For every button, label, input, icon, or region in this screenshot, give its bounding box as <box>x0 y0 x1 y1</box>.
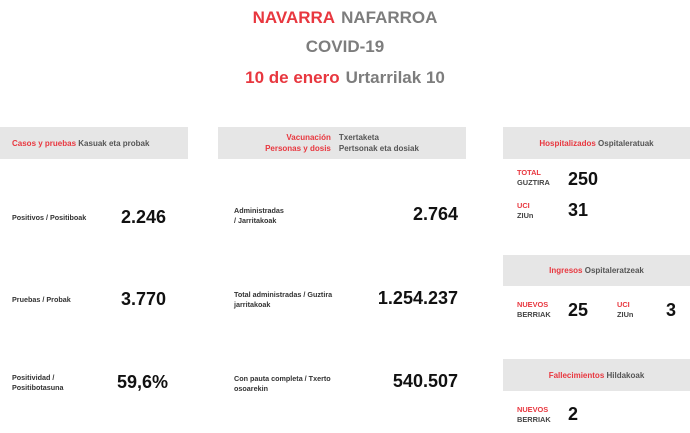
total-administradas-label-line2: jarritakoak <box>234 300 271 309</box>
ingresos-uci-es: UCI <box>617 300 630 309</box>
title-region <box>0 8 690 28</box>
vacunacion-header <box>218 127 466 159</box>
casos-title-eu: Kasuak eta probak <box>78 138 150 148</box>
region-es: NAVARRA <box>252 8 336 27</box>
administradas-label <box>234 206 284 226</box>
hosp-total-tag <box>517 168 550 188</box>
ingresos-title-eu: Ospitaleratzeak <box>584 266 644 275</box>
pruebas-value: 3.770 <box>121 289 167 309</box>
casos-title-es: Casos y pruebas <box>12 138 77 148</box>
pauta-completa-label-line1: Con pauta completa / Txerto <box>234 374 331 383</box>
ingresos-header <box>503 255 690 286</box>
ingresos-nuevos-es: NUEVOS <box>517 300 549 309</box>
fallecimientos-nuevos-value: 2 <box>568 404 579 424</box>
fallecimientos-title-eu: Hildakoak <box>606 370 645 380</box>
positivos-value: 2.246 <box>121 207 167 227</box>
positividad-label <box>12 373 64 393</box>
fallecimientos-title-es: Fallecimientos <box>548 370 605 380</box>
vacunacion-title-es <box>265 132 331 154</box>
pauta-completa-value: 540.507 <box>392 371 458 391</box>
administradas-value: 2.764 <box>412 204 458 224</box>
ingresos-nuevos-eu: BERRIAK <box>517 310 551 319</box>
vacunacion-title-es-2: Personas y dosis <box>265 144 331 153</box>
pauta-completa-label <box>234 374 331 394</box>
ingresos-uci-value: 3 <box>666 300 677 320</box>
positividad-label-line2: Positibotasuna <box>12 383 64 392</box>
hosp-total-eu: GUZTIRA <box>517 178 550 187</box>
administradas-label-line2: / Jarritakoak <box>234 216 277 225</box>
fallecimientos-nuevos-tag <box>517 405 551 425</box>
vacunacion-title-eu-2: Pertsonak eta dosiak <box>338 144 419 153</box>
total-administradas-value: 1.254.237 <box>377 288 458 308</box>
vacunacion-title-eu-1: Txertaketa <box>338 133 379 142</box>
positividad-label-line1: Positividad / <box>12 373 55 382</box>
total-administradas-label-line1: Total administradas / Guztira <box>234 290 333 299</box>
title-date <box>0 68 690 88</box>
hospitalizados-title-es: Hospitalizados <box>539 138 596 148</box>
ingresos-nuevos-value: 25 <box>568 300 589 320</box>
ingresos-uci-eu: ZIUn <box>617 310 634 319</box>
vacunacion-title-es-1: Vacunación <box>286 133 331 142</box>
ingresos-uci-tag <box>617 300 633 320</box>
vacunacion-title-eu <box>339 132 419 154</box>
ingresos-title-es: Ingresos <box>549 266 583 275</box>
casos-header <box>0 127 188 159</box>
region-eu: NAFARROA <box>341 8 438 27</box>
positivos-label: Positivos / Positiboak <box>12 213 87 222</box>
hosp-uci-value: 31 <box>568 200 589 220</box>
hosp-total-es: TOTAL <box>517 168 541 177</box>
hospitalizados-header <box>503 127 690 159</box>
hosp-uci-tag <box>517 201 533 221</box>
ingresos-nuevos-tag <box>517 300 551 320</box>
fallecimientos-nuevos-es: NUEVOS <box>517 405 549 414</box>
administradas-label-line1: Administradas <box>234 206 284 215</box>
hosp-uci-es: UCI <box>517 201 530 210</box>
fallecimientos-header <box>503 359 690 391</box>
pruebas-label: Pruebas / Probak <box>12 295 71 304</box>
hosp-uci-eu: ZIUn <box>517 211 534 220</box>
date-eu: Urtarrilak 10 <box>345 68 445 87</box>
date-es: 10 de enero <box>245 68 340 87</box>
positividad-value: 59,6% <box>117 372 169 392</box>
title-subject: COVID-19 <box>305 37 385 56</box>
fallecimientos-nuevos-eu: BERRIAK <box>517 415 551 424</box>
total-administradas-label <box>234 290 332 310</box>
hospitalizados-title-eu: Ospitaleratuak <box>598 138 654 148</box>
pauta-completa-label-line2: osoarekin <box>234 384 268 393</box>
hosp-total-value: 250 <box>568 169 599 189</box>
